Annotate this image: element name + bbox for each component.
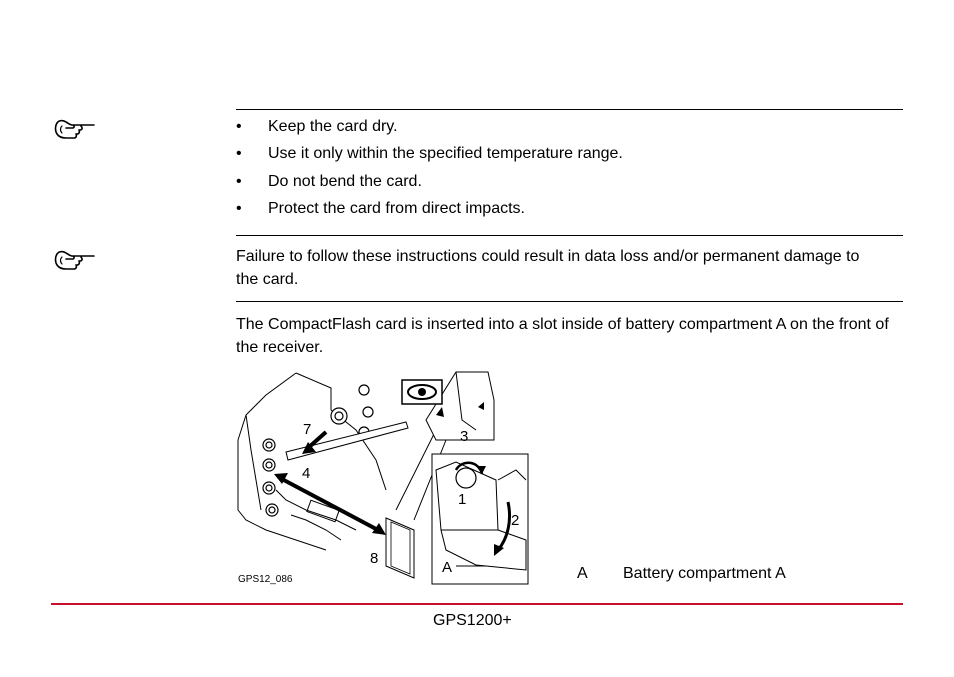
pointing-hand-icon (54, 117, 96, 141)
list-item: • Use it only within the specified temperature range. (236, 145, 623, 163)
callout-label: 2 (511, 512, 520, 529)
pointing-hand-icon (54, 248, 96, 272)
callout-label: 3 (460, 428, 469, 445)
section-divider-2 (236, 235, 903, 236)
footer-title: GPS1200+ (433, 612, 512, 629)
legend-description: Battery compartment A (623, 565, 786, 582)
care-instructions-list (236, 118, 623, 227)
compactflash-insertion-figure (236, 370, 532, 588)
section-divider-1 (236, 109, 903, 110)
description-text: The CompactFlash card is inserted into a slot inside of battery compartment A on the front of the receiver. (236, 316, 889, 356)
callout-label: A (442, 559, 453, 576)
warning-text: Failure to follow these instructions could result in data loss and/or permanent damage to the card. (236, 248, 860, 288)
callout-label: 7 (303, 421, 312, 438)
figure-id: GPS12_086 (238, 574, 293, 585)
callout-label: 1 (458, 491, 467, 508)
footer-rule (51, 603, 903, 605)
callout-label: 4 (302, 465, 311, 482)
section-divider-3 (236, 301, 903, 302)
legend-key: A (577, 565, 588, 582)
list-item: • Protect the card from direct impacts. (236, 199, 525, 217)
list-item: • Keep the card dry. (236, 118, 398, 135)
callout-label: 8 (370, 550, 379, 567)
list-item: • Do not bend the card. (236, 172, 422, 190)
